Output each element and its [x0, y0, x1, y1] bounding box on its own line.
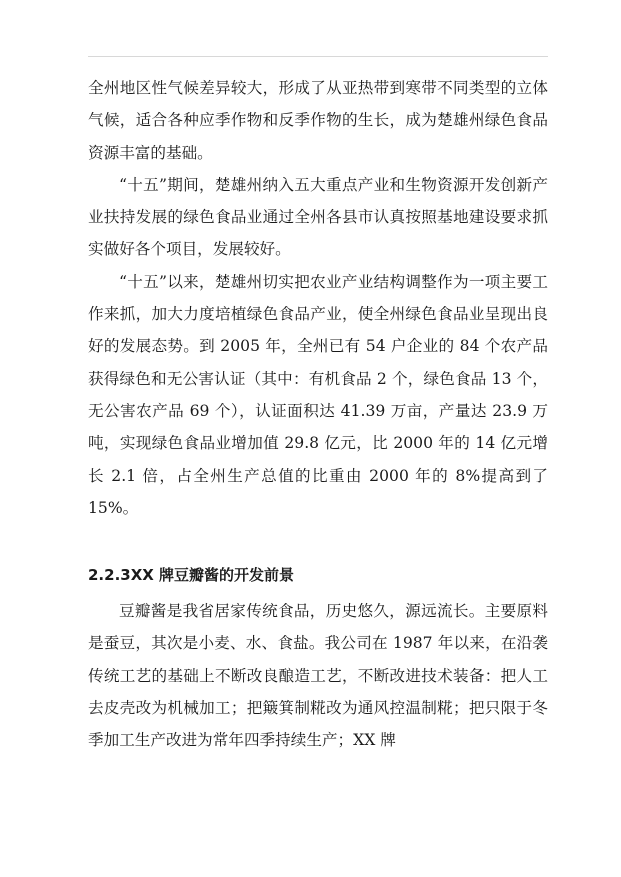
paragraph-since-tenth-five-year: “十五”以来，楚雄州切实把农业产业结构调整作为一项主要工作来抓，加大力度培植绿色食品产业，使全州绿色食品业呈现出良好的发展态势。到 2005 年，全州已有 54 户企业的 84 个农产品获得绿色和无公害认证（其中：有机食品 2 个，绿色食品 13 个，无公害农产品 69 个），认证面积达 41.39 万亩，产量达 23.9 万吨，实现绿色食品业增加值 29.8 亿元，比 2000 年的 14 亿元增长 2.1 倍，占全州生产总值的比重由 2000 年的 8%提高到了 15%。 — [88, 272, 548, 517]
document-body — [88, 72, 548, 757]
header-rule — [88, 56, 548, 57]
paragraph-tenth-five-year-period: “十五”期间，楚雄州纳入五大重点产业和生物资源开发创新产业扶持发展的绿色食品业通过全州各县市认真按照基地建设要求抓实做好各个项目，发展较好。 — [88, 175, 548, 259]
paragraph-climate: 全州地区性气候差异较大，形成了从亚热带到寒带不同类型的立体气候，适合各种应季作物和反季作物的生长，成为楚雄州绿色食品资源丰富的基础。 — [88, 79, 548, 162]
section-heading: 2.2.3XX 牌豆瓣酱的开发前景 — [88, 566, 295, 585]
paragraph-bean-paste: 豆瓣酱是我省居家传统食品，历史悠久，源远流长。主要原料是蚕豆，其次是小麦、水、食盐。我公司在 1987 年以来，在沿袭传统工艺的基础上不断改良酿造工艺，不断改进技术装备：把人工去皮壳改为机械加工；把簸箕制糀改为通风控温制糀；把只限于冬季加工生产改进为常年四季持续生产；XX 牌 — [88, 602, 548, 750]
